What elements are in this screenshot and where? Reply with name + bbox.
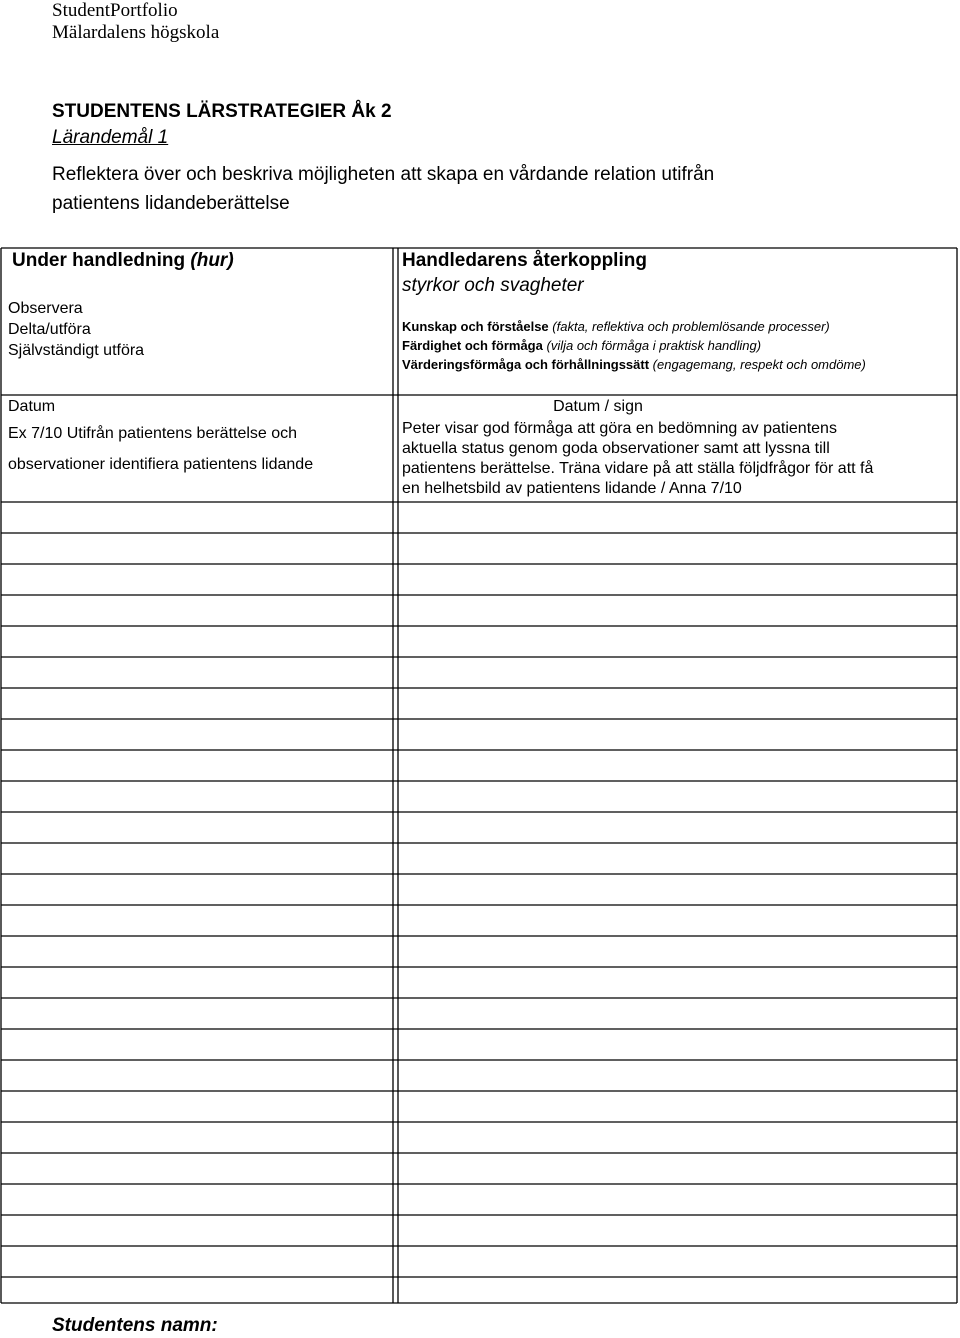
- assessment-criteria: [402, 317, 950, 374]
- student-name-label: Studentens namn:: [52, 1315, 218, 1336]
- right-datum-sign-label: Datum / sign: [553, 398, 643, 415]
- criterion-name: Värderingsförmåga och förhållningssätt: [402, 357, 650, 372]
- criterion-detail: (vilja och förmåga i praktisk handling): [546, 338, 762, 353]
- feedback-line: Peter visar god förmåga att göra en bedömning av patientens: [402, 420, 837, 437]
- example-entry: [8, 418, 380, 480]
- example-line: Ex 7/10 Utifrån patientens berättelse och: [8, 425, 298, 442]
- feedback-entry: [402, 419, 950, 499]
- brand-name: StudentPortfolio: [52, 0, 178, 21]
- example-line: observationer identifiera patientens lidande: [8, 456, 314, 473]
- criterion-item: [402, 355, 950, 374]
- school-name: Mälardalens högskola: [52, 22, 220, 43]
- intro-line: Reflektera över och beskriva möjligheten att skapa en vårdande relation utifrån: [52, 164, 715, 185]
- criterion-item: [402, 317, 950, 336]
- right-column-subheading: styrkor och svagheter: [402, 275, 584, 296]
- criterion-detail: (engagemang, respekt och omdöme): [652, 357, 866, 372]
- criterion-name: Kunskap och förståelse: [402, 319, 549, 334]
- intro-line: patientens lidandeberättelse: [52, 193, 290, 214]
- criterion-detail: (fakta, reflektiva och problemlösande processer): [552, 319, 830, 334]
- feedback-line: en helhetsbild av patientens lidande / Anna 7/10: [402, 480, 742, 497]
- criterion-name: Färdighet och förmåga: [402, 338, 543, 353]
- level-item: Delta/utföra: [8, 321, 91, 338]
- feedback-line: aktuella status genom goda observationer samt att lyssna till: [402, 440, 830, 457]
- learning-goal-subtitle: Lärandemål 1: [52, 127, 169, 148]
- left-datum-label: Datum: [8, 398, 56, 415]
- level-item: Självständigt utföra: [8, 342, 145, 359]
- left-heading-text: Under handledning: [12, 250, 186, 271]
- left-heading-emphasis: (hur): [190, 250, 234, 271]
- supervision-levels: [8, 298, 144, 361]
- left-column-heading: [12, 249, 234, 273]
- right-column-heading: Handledarens återkoppling: [402, 250, 647, 271]
- page-title: STUDENTENS LÄRSTRATEGIER Åk 2: [52, 101, 392, 122]
- feedback-line: patientens berättelse. Träna vidare på att ställa följdfrågor för att få: [402, 460, 874, 477]
- level-item: Observera: [8, 300, 83, 317]
- criterion-item: [402, 336, 950, 355]
